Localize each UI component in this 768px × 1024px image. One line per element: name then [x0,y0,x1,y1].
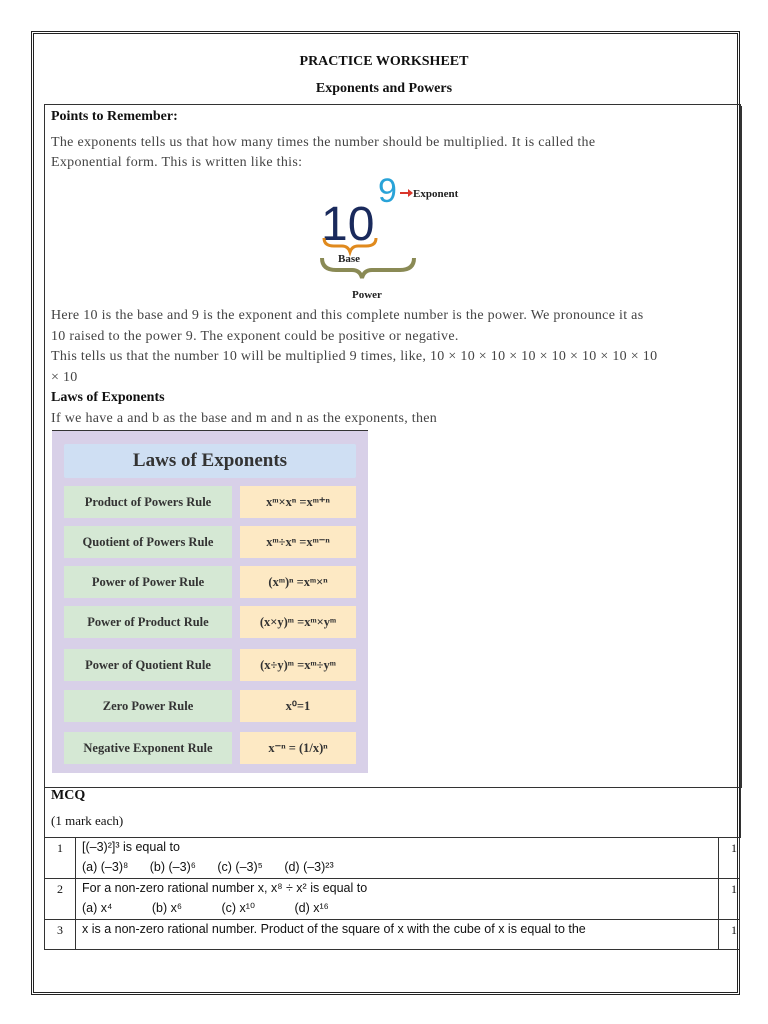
question-text: [(–3)²]³ is equal to [82,840,180,854]
option-b[interactable]: (b) (–3)⁶ [149,860,196,874]
law-row [64,566,356,598]
law-row [64,690,356,722]
law-equation: x⁰=1 [240,690,356,722]
table-row [45,920,740,950]
mcq-section-box [44,786,741,838]
worksheet-title: PRACTICE WORKSHEET [299,54,469,69]
law-name: Power of Quotient Rule [64,649,232,681]
table-row [45,879,740,920]
option-b[interactable]: (b) x⁶ [151,901,183,915]
explain-line-3: This tells us that the number 10 will be multiplied 9 times, like, 10 × 10 × 10 × 10 × 10 × 10 × 10 × 10 [51,349,658,364]
diagram-exponent-number: 9 [378,172,397,210]
laws-panel-title: Laws of Exponents [64,444,356,478]
laws-heading: Laws of Exponents [51,390,165,405]
question-text: For a non-zero rational number x, x⁸ ÷ x² is equal to [82,881,368,895]
explain-line-1: Here 10 is the base and 9 is the exponent and this complete number is the power. We pronounce it as [51,308,644,323]
points-heading: Points to Remember: [51,109,178,124]
question-cell [76,838,719,879]
arrow-icon [400,189,413,197]
law-equation: x⁻ⁿ = (1/x)ⁿ [240,732,356,764]
question-mark: 1 [719,838,740,879]
explain-line-4: × 10 [51,370,78,385]
question-text: x is a non-zero rational number. Product of the square of x with the cube of x is equal to the [82,922,586,936]
option-d[interactable]: (d) (–3)²³ [284,860,334,874]
law-equation: (x×y)ᵐ =xᵐ×yᵐ [240,606,356,638]
table-row [45,838,740,879]
explain-line-2: 10 raised to the power 9. The exponent could be positive or negative. [51,329,459,344]
question-mark: 1 [719,879,740,920]
option-c[interactable]: (c) (–3)⁵ [217,860,263,874]
question-options [82,858,718,878]
law-row [64,732,356,764]
question-mark: 1 [719,920,740,950]
question-cell [76,920,719,950]
laws-table-image [52,430,368,773]
intro-line-2: Exponential form. This is written like this: [51,155,303,170]
law-equation: (x÷y)ᵐ =xᵐ÷yᵐ [240,649,356,681]
worksheet-subtitle: Exponents and Powers [315,81,453,96]
law-equation: xᵐ×xⁿ =xᵐ⁺ⁿ [240,486,356,518]
law-name: Power of Product Rule [64,606,232,638]
law-name: Product of Powers Rule [64,486,232,518]
option-c[interactable]: (c) x¹⁰ [221,901,255,915]
law-row [64,526,356,558]
option-a[interactable]: (a) x⁴ [82,901,113,915]
diagram-power-label: Power [352,289,382,301]
question-number: 3 [45,920,76,950]
diagram-base-number: 10 [321,198,375,251]
law-equation: xᵐ÷xⁿ =xᵐ⁻ⁿ [240,526,356,558]
law-name: Zero Power Rule [64,690,232,722]
question-options [82,899,718,919]
mcq-heading: MCQ [51,788,86,803]
question-cell [76,879,719,920]
option-d[interactable]: (d) x¹⁶ [294,901,329,915]
mcq-marks-note: (1 mark each) [51,813,124,828]
law-equation: (xᵐ)ⁿ =xᵐ×ⁿ [240,566,356,598]
option-a[interactable]: (a) (–3)⁸ [82,860,129,874]
law-name: Quotient of Powers Rule [64,526,232,558]
exponent-diagram [300,170,500,304]
law-name: Power of Power Rule [64,566,232,598]
diagram-exponent-label: Exponent [413,188,459,200]
diagram-base-label: Base [338,253,360,265]
power-brace-icon [322,258,414,278]
mcq-table [44,837,740,950]
question-number: 2 [45,879,76,920]
law-name: Negative Exponent Rule [64,732,232,764]
law-row [64,649,356,681]
intro-line-1: The exponents tells us that how many times the number should be multiplied. It is called the [51,135,596,150]
question-number: 1 [45,838,76,879]
laws-intro: If we have a and b as the base and m and n as the exponents, then [51,411,438,426]
law-row [64,486,356,518]
law-row [64,606,356,638]
